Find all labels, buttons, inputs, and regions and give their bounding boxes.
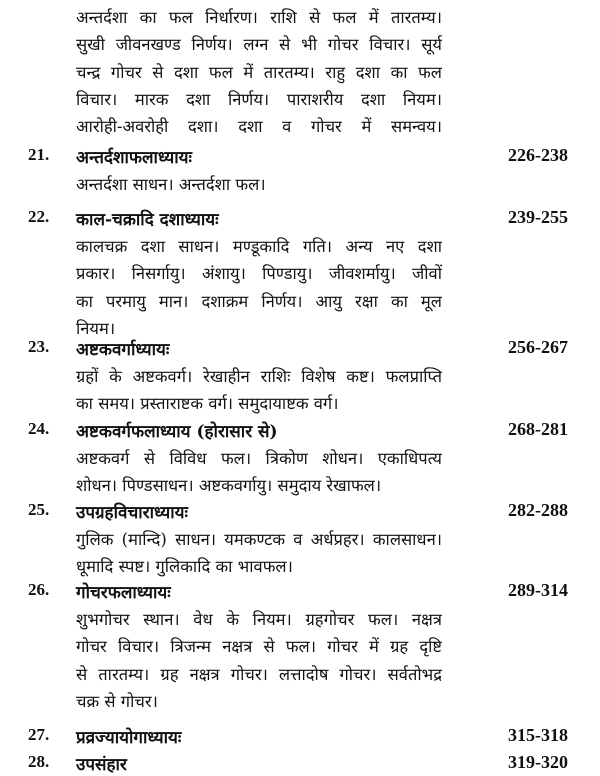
- chapter-title: प्रव्रज्यायोगाध्यायः: [76, 728, 182, 748]
- desc-line: प्रकार। निसर्गायु। अंशायु। पिण्डायु। जीवशर्मायु। जीवों: [76, 264, 442, 284]
- desc-line: धूमादि स्पष्ट। गुलिकादि का भावफल।: [76, 557, 293, 577]
- chapter-title: उपग्रहविचाराध्यायः: [76, 503, 188, 523]
- desc-line: से तारतम्य। ग्रह नक्षत्र गोचर। लत्तादोष गोचर। सर्वतोभद्र: [76, 664, 442, 684]
- chapter-title: अन्तर्दशाफलाध्यायः: [76, 148, 192, 168]
- page-range: 256-267: [508, 337, 568, 357]
- page-range: 319-320: [508, 752, 568, 772]
- page-range: 282-288: [508, 500, 568, 520]
- desc-line: गोचर विचार। त्रिजन्म नक्षत्र से फल। गोचर में ग्रह दृष्टि: [76, 637, 442, 657]
- chapter-number: 26.: [28, 580, 50, 599]
- desc-line: शोधन। पिण्डसाधन। अष्टकवर्गायु। समुदाय रेखाफल।: [76, 476, 382, 496]
- desc-line: आरोही-अवरोही दशा। दशा व गोचर में समन्वय।: [76, 117, 442, 137]
- desc-line: ग्रहों के अष्टकवर्ग। रेखाहीन राशिः विशेष कष्ट। फलप्राप्ति: [76, 367, 442, 386]
- desc-line: का समय। प्रस्ताराष्टक वर्ग। समुदायाष्टक वर्ग।: [76, 394, 339, 414]
- desc-line: अष्टकवर्ग से विविध फल। त्रिकोण शोधन। एकाधिपत्य: [76, 449, 442, 468]
- chapter-number: 24.: [28, 419, 50, 438]
- chapter-title: अष्टकवर्गाध्यायः: [76, 340, 170, 360]
- desc-line: चक्र से गोचर।: [76, 691, 158, 711]
- chapter-title: अष्टकवर्गफलाध्याय (होरासार से): [76, 422, 278, 442]
- chapter-title: काल-चक्रादि दशाध्यायः: [76, 210, 219, 230]
- desc-line: अन्तर्दशा साधन। अन्तर्दशा फल।: [76, 175, 266, 194]
- chapter-title: उपसंहार: [76, 755, 127, 775]
- desc-line: विचार। मारक दशा निर्णय। पाराशरीय दशा नियम।: [76, 89, 442, 109]
- desc-line: चन्द्र गोचर से दशा फल में तारतम्य। राहु दशा का फल: [76, 62, 442, 82]
- page-range: 268-281: [508, 419, 568, 439]
- page-range: 315-318: [508, 725, 568, 745]
- page-range: 289-314: [508, 580, 568, 600]
- desc-line: सुखी जीवनखण्ड निर्णय। लग्न से भी गोचर विचार। सूर्य: [76, 35, 442, 55]
- chapter-number: 27.: [28, 725, 50, 744]
- chapter-number: 22.: [28, 207, 50, 226]
- desc-line: नियम।: [76, 318, 116, 338]
- page-range: 239-255: [508, 207, 568, 227]
- desc-line: का परमायु मान। दशाक्रम निर्णय। आयु रक्षा का मूल: [76, 291, 442, 311]
- desc-line: अन्तर्दशा का फल निर्धारण। राशि से फल में तारतम्य।: [76, 8, 442, 27]
- chapter-number: 28.: [28, 752, 50, 771]
- chapter-number: 25.: [28, 500, 50, 519]
- chapter-title: गोचरफलाध्यायः: [76, 583, 171, 603]
- chapter-number: 21.: [28, 145, 50, 164]
- desc-line: कालचक्र दशा साधन। मण्डूकादि गति। अन्य नए दशा: [76, 237, 442, 256]
- chapter-number: 23.: [28, 337, 50, 356]
- page-range: 226-238: [508, 145, 568, 165]
- desc-line: गुलिक (मान्दि) साधन। यमकण्टक व अर्धप्रहर। कालसाधन।: [76, 530, 442, 549]
- desc-line: शुभगोचर स्थान। वेध के नियम। ग्रहगोचर फल। नक्षत्र: [76, 610, 442, 629]
